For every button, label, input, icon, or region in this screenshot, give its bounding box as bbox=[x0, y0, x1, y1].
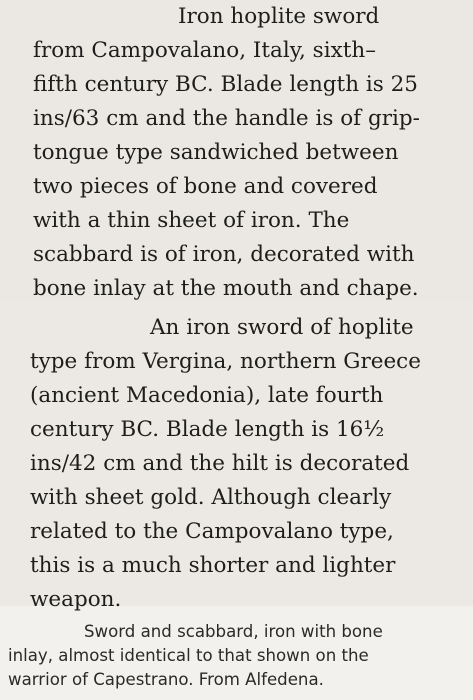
alfedena-sword-caption bbox=[8, 620, 383, 692]
caption-line: with sheet gold. Although clearly bbox=[30, 485, 392, 510]
vergina-sword-caption bbox=[30, 311, 421, 617]
caption-line: related to the Campovalano type, bbox=[30, 519, 394, 544]
caption-line: An iron sword of hoplite bbox=[150, 315, 414, 340]
caption-line: Sword and scabbard, iron with bone bbox=[84, 622, 383, 641]
caption-line: ins/63 cm and the handle is of grip- bbox=[33, 106, 420, 131]
caption-line: inlay, almost identical to that shown on the bbox=[8, 646, 369, 665]
caption-line: century BC. Blade length is 16½ bbox=[30, 417, 385, 442]
caption-line: type from Vergina, northern Greece bbox=[30, 349, 421, 374]
caption-line: warrior of Capestrano. From Alfedena. bbox=[8, 670, 324, 689]
caption-line: tongue type sandwiched between bbox=[33, 140, 399, 165]
caption-line: scabbard is of iron, decorated with bbox=[33, 242, 415, 267]
caption-line: ins/42 cm and the hilt is decorated bbox=[30, 451, 410, 476]
caption-line: this is a much shorter and lighter bbox=[30, 553, 396, 578]
caption-line: weapon. bbox=[30, 587, 122, 612]
caption-line: two pieces of bone and covered bbox=[33, 174, 378, 199]
caption-line: from Campovalano, Italy, sixth– bbox=[33, 38, 376, 63]
caption-line: Iron hoplite sword bbox=[178, 4, 380, 29]
campovalano-sword-caption bbox=[33, 0, 420, 306]
caption-line: bone inlay at the mouth and chape. bbox=[33, 276, 419, 301]
caption-line: (ancient Macedonia), late fourth bbox=[30, 383, 384, 408]
caption-line: fifth century BC. Blade length is 25 bbox=[33, 72, 418, 97]
caption-line: with a thin sheet of iron. The bbox=[33, 208, 350, 233]
